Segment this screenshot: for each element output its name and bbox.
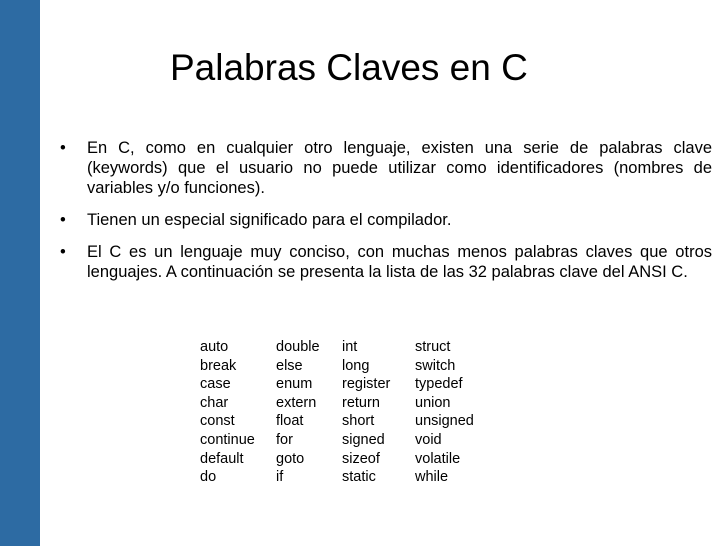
keyword-cell: void xyxy=(415,431,442,448)
keyword-cell: signed xyxy=(342,431,385,448)
keyword-cell: sizeof xyxy=(342,450,380,467)
bullet-item xyxy=(60,210,712,230)
keyword-cell: break xyxy=(200,357,237,374)
keyword-cell: if xyxy=(276,469,284,486)
keyword-cell: default xyxy=(200,450,244,467)
keyword-cell: extern xyxy=(276,394,317,411)
keyword-cell: int xyxy=(342,339,358,355)
keyword-cell: continue xyxy=(200,431,255,448)
keyword-cell: enum xyxy=(276,376,313,393)
bullet-item xyxy=(60,138,712,198)
bullet-item xyxy=(60,242,712,282)
keyword-cell: do xyxy=(200,469,217,486)
slide-accent-bar xyxy=(0,0,40,546)
keyword-cell: goto xyxy=(276,450,305,467)
keyword-cell: typedef xyxy=(415,376,463,393)
keyword-cell: volatile xyxy=(415,450,461,467)
bullet-icon: • xyxy=(60,211,66,229)
keyword-cell: struct xyxy=(415,339,451,355)
bullet-text: En C, como en cualquier otro lenguaje, existen una serie de palabras clave (keywords) que el usuario no puede utilizar como identificadores (nombres de variables y/o funciones). xyxy=(87,139,712,197)
keyword-cell: switch xyxy=(415,357,456,374)
keyword-cell: double xyxy=(276,339,320,355)
bullet-text: El C es un lenguaje muy conciso, con muchas menos palabras claves que otros lenguajes. A continuación se presenta la lista de las 32 palabras clave del ANSI C. xyxy=(87,243,712,281)
keyword-cell: static xyxy=(342,469,376,486)
bullet-icon: • xyxy=(60,139,66,157)
keyword-cell: else xyxy=(276,357,303,374)
keyword-cell: const xyxy=(200,413,235,430)
keyword-cell: union xyxy=(415,394,451,411)
keyword-cell: case xyxy=(200,376,231,393)
bullet-text: Tienen un especial significado para el compilador. xyxy=(87,211,452,229)
keyword-cell: long xyxy=(342,357,370,374)
keyword-cell: unsigned xyxy=(415,413,474,430)
bullet-icon: • xyxy=(60,243,66,261)
slide-title: Palabras Claves en C xyxy=(170,47,528,88)
keyword-cell: while xyxy=(415,469,449,486)
keyword-cell: char xyxy=(200,394,229,411)
bullet-list xyxy=(60,138,712,294)
keyword-cell: short xyxy=(342,413,375,430)
keyword-cell: for xyxy=(276,431,293,448)
keyword-cell: return xyxy=(342,394,380,411)
keyword-cell: float xyxy=(276,413,304,430)
keyword-table xyxy=(200,338,485,487)
keyword-cell: register xyxy=(342,376,391,393)
keyword-cell: auto xyxy=(200,339,229,355)
